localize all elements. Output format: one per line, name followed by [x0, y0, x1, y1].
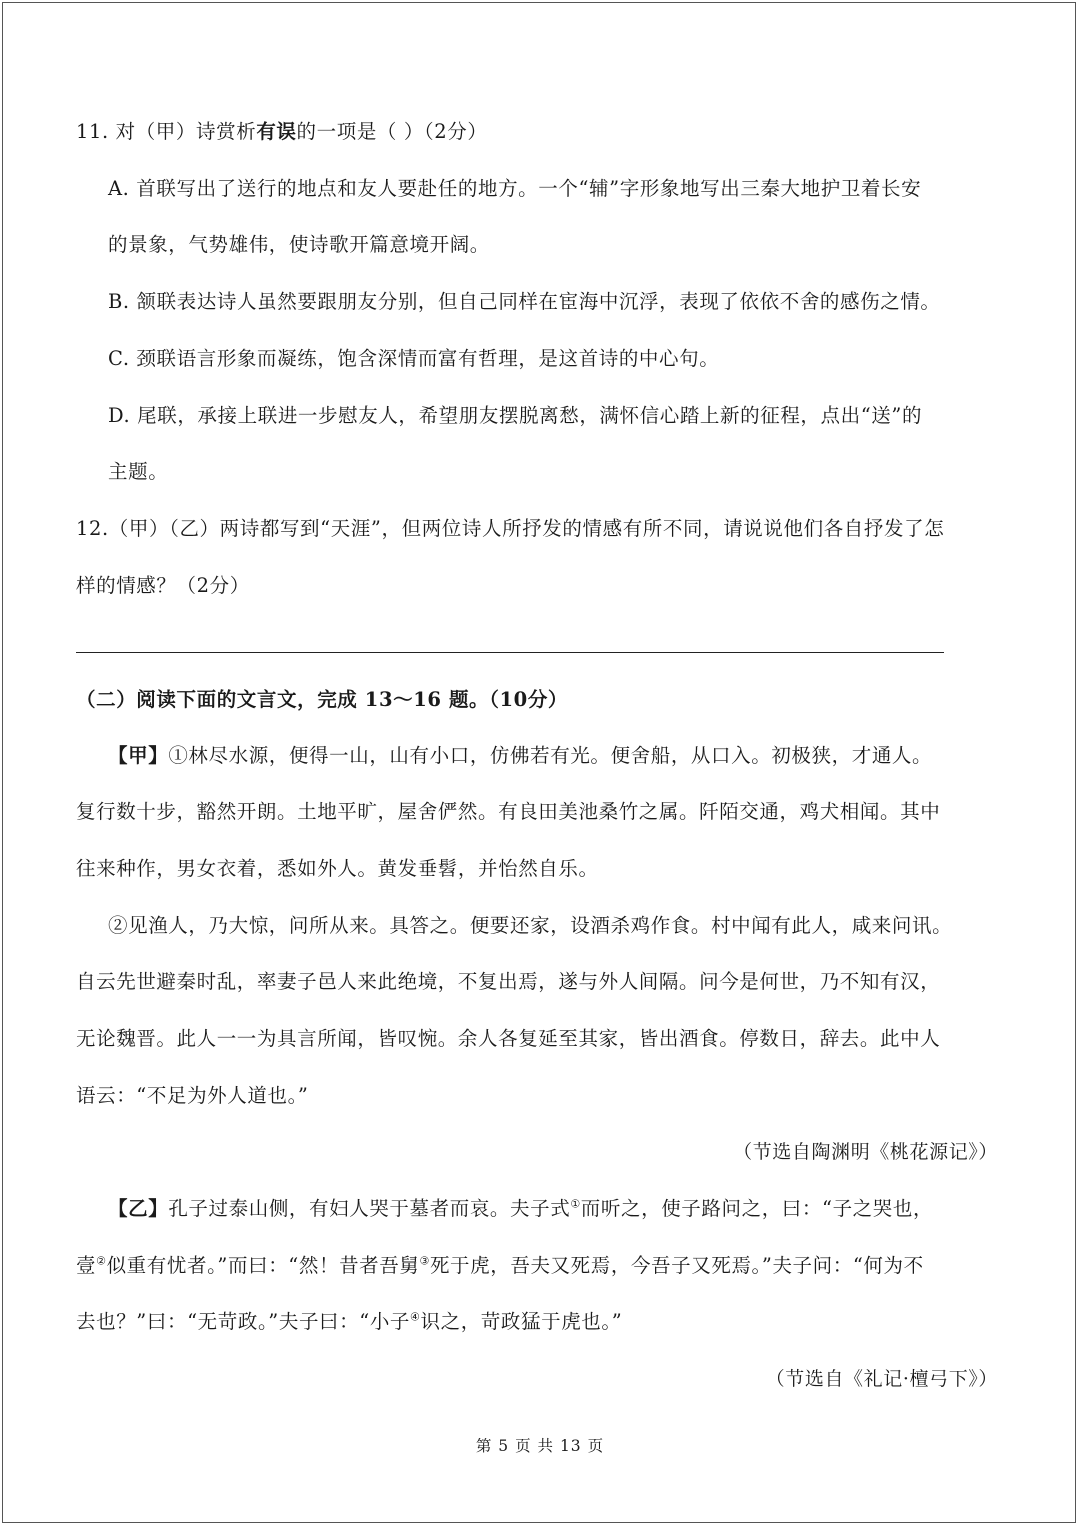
- yi-line2-c: 死于虎，吾夫又死焉，今吾子又死焉。”夫子问：“何为不: [429, 1254, 924, 1277]
- yi-line3-a: 去也？”曰：“无苛政。”夫子曰：“小子: [76, 1310, 411, 1333]
- yi-label: 【乙】: [108, 1197, 169, 1220]
- footnote-marker-1: ①: [570, 1197, 581, 1211]
- q11-stem: [76, 118, 487, 146]
- jia-source: （节选自陶渊明《桃花源记》）: [733, 1141, 998, 1163]
- q11-option-a-line2: 的景象，气势雄伟，使诗歌开篇意境开阔。: [108, 233, 490, 256]
- yi-line1-b: 而听之，使子路问之，曰：“子之哭也，: [580, 1197, 934, 1220]
- jia-p1-line1-text: ①林尽水源，便得一山，山有小口，仿佛若有光。便舍船，从口入。初极狭，才通人。: [168, 744, 933, 767]
- jia-p1-line1: [108, 742, 932, 770]
- yi-line2: [76, 1252, 924, 1280]
- jia-label: 【甲】: [108, 744, 169, 767]
- footnote-marker-2: ②: [96, 1254, 107, 1268]
- yi-line1-a: 孔子过泰山侧，有妇人哭于墓者而哀。夫子式: [168, 1197, 571, 1220]
- q12-line1: 12.（甲）（乙）两诗都写到“天涯”，但两位诗人所抒发的情感有所不同，请说说他们各自抒发了怎: [76, 517, 945, 540]
- section2-heading: （二）阅读下面的文言文，完成 13～16 题。（10分）: [76, 688, 569, 711]
- q11-stem-b: 的一项是（ ）（2分）: [296, 120, 488, 143]
- yi-line1: [108, 1195, 933, 1223]
- jia-p2-line2: 自云先世避秦时乱，率妻子邑人来此绝境，不复出焉，遂与外人间隔。问今是何世，乃不知有汉，: [76, 970, 941, 993]
- footnote-marker-3: ③: [419, 1254, 430, 1268]
- jia-p2-line4: 语云：“不足为外人道也。”: [76, 1084, 309, 1107]
- answer-line: [76, 652, 944, 653]
- q11-stem-bold: 有误: [256, 120, 297, 143]
- footnote-marker-4: ④: [410, 1310, 421, 1324]
- yi-line3: [76, 1308, 622, 1336]
- jia-p1-line2: 复行数十步，豁然开朗。土地平旷，屋舍俨然。有良田美池桑竹之属。阡陌交通，鸡犬相闻。其中: [76, 800, 941, 823]
- q12-line2: 样的情感？（2分）: [76, 574, 250, 597]
- q11-option-d-line1: D. 尾联，承接上联进一步慰友人，希望朋友摆脱离愁，满怀信心踏上新的征程，点出“送”的: [108, 404, 923, 427]
- q11-option-c: C. 颈联语言形象而凝练，饱含深情而富有哲理，是这首诗的中心句。: [108, 347, 720, 370]
- jia-p2-line1: ②见渔人，乃大惊，问所从来。具答之。便要还家，设酒杀鸡作食。村中闻有此人，咸来问讯。: [108, 914, 953, 937]
- yi-line3-b: 识之，苛政猛于虎也。”: [420, 1310, 623, 1333]
- yi-line2-a: 壹: [76, 1254, 97, 1277]
- q11-option-a-line1: A. 首联写出了送行的地点和友人要赴任的地方。一个“辅”字形象地写出三秦大地护卫着长安: [108, 177, 922, 200]
- page-number: 第 5 页 共 13 页: [475, 1437, 605, 1455]
- jia-p1-line3: 往来种作，男女衣着，悉如外人。黄发垂髫，并怡然自乐。: [76, 857, 599, 880]
- q11-stem-a: 11. 对（甲）诗赏析: [76, 120, 257, 143]
- q11-option-b: B. 颔联表达诗人虽然要跟朋友分别，但自己同样在宦海中沉浮，表现了依依不舍的感伤之情。: [108, 290, 941, 313]
- q11-option-d-line2: 主题。: [108, 460, 169, 483]
- yi-line2-b: 似重有忧者。”而曰：“然！昔者吾舅: [106, 1254, 420, 1277]
- jia-p2-line3: 无论魏晋。此人一一为具言所闻，皆叹惋。余人各复延至其家，皆出酒食。停数日，辞去。此中人: [76, 1027, 941, 1050]
- yi-source: （节选自《礼记·檀弓下》）: [765, 1368, 998, 1390]
